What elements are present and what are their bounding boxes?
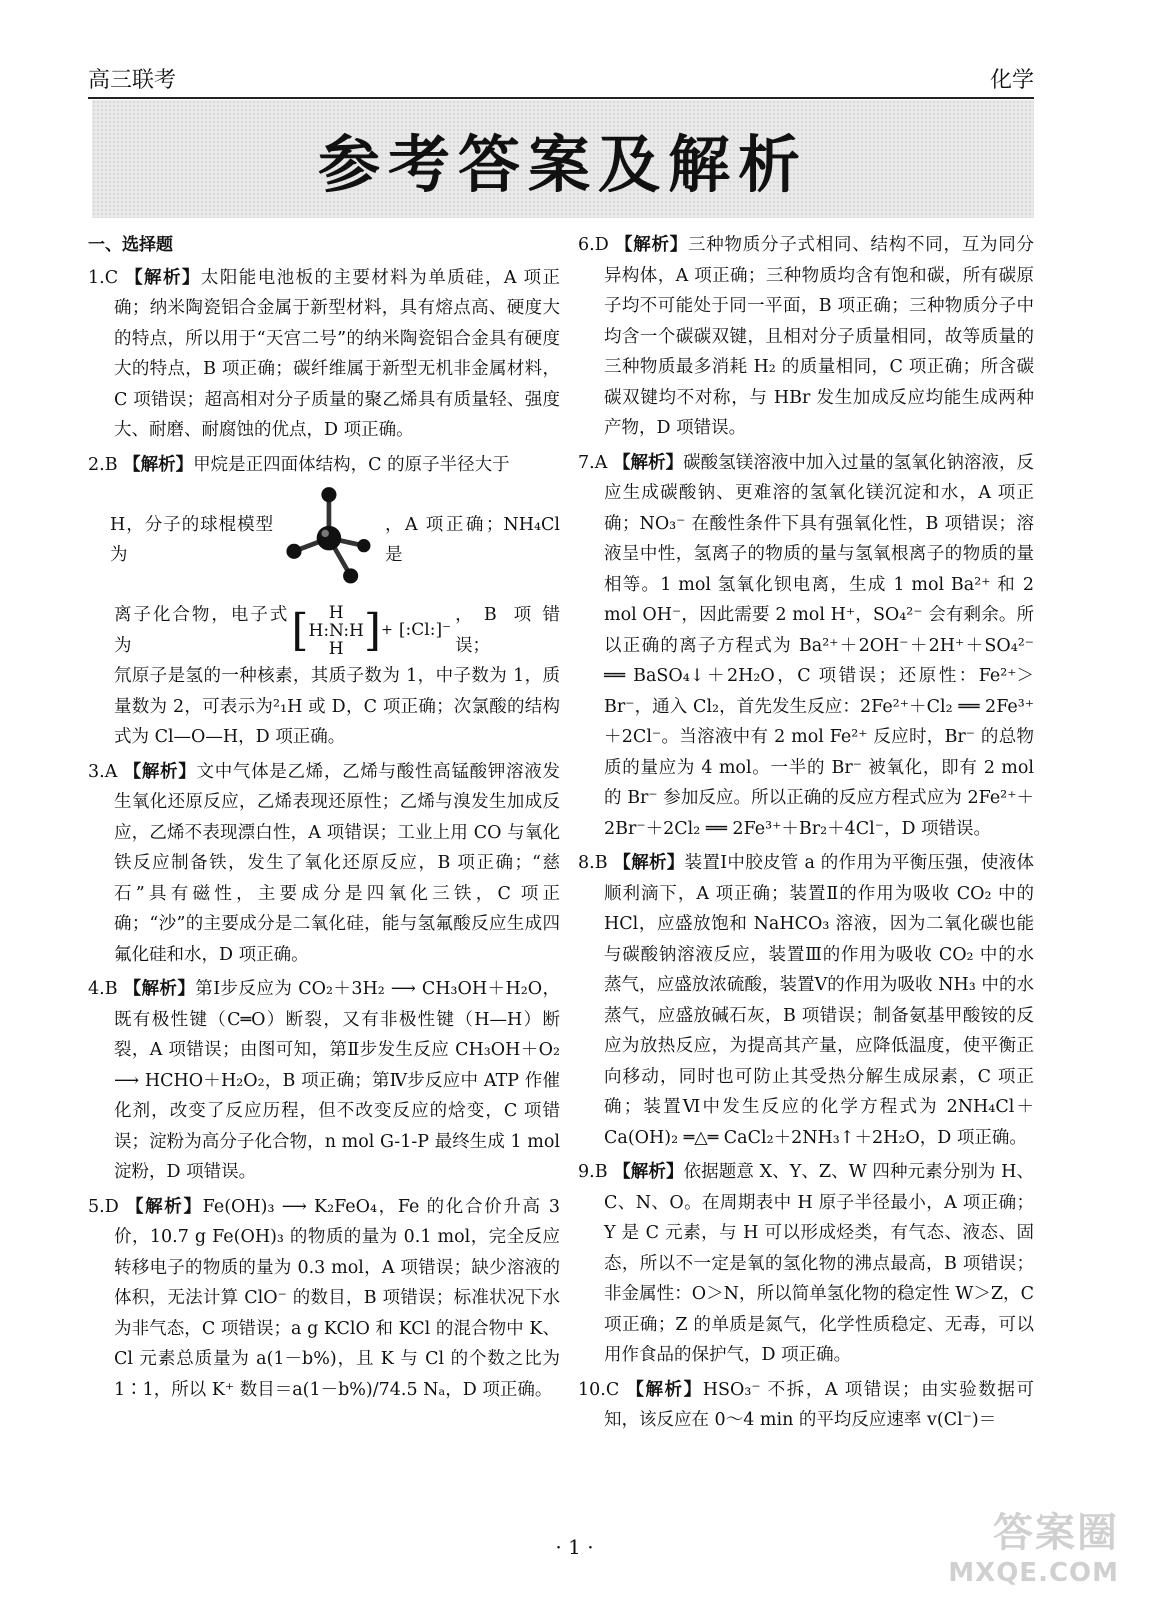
page-title: 参考答案及解析 [317,127,808,201]
analysis-text: 太阳能电池板的主要材料为单质硅，A 项正确；纳米陶瓷铝合金属于新型材料，具有熔点高、硬度大的特点，所以用于“天宫二号”的纳米陶瓷铝合金具有硬度大的特点，B 项正确；碳纤维属于新型无机非金属材料，C 项错误；超高相对分子质量的聚乙烯具有质量轻、强度大、耐磨、耐腐蚀的优点，D 项正确。 [114,267,560,440]
methane-ball-stick-model-icon [277,480,381,600]
question-7 [578,448,1034,845]
answer-number: 1.C [88,267,119,288]
page-header [88,62,1034,99]
analysis-text: H，分子的球棍模型为 [110,514,274,565]
answer-number: 4.B [88,979,118,999]
answer-number: 10.C [578,1379,620,1400]
question-1 [88,263,560,446]
watermark-text: 答案圈 [993,1510,1119,1556]
left-column [88,230,560,1409]
lewis-chloride: [:Cl:]⁻ [398,620,452,641]
answer-number: 3.A [88,761,118,782]
analysis-tag: 【解析】 [125,267,201,288]
analysis-text: HSO₃⁻ 不拆，A 项错误；由实验数据可知，该反应在 0～4 min 的平均反应速率 v(Cl⁻)＝ [604,1379,1034,1430]
section-title: 一、选择题 [88,235,173,255]
right-column [578,230,1034,1440]
answer-number: 6.D [578,235,609,255]
analysis-tag: 【解析】 [123,761,197,782]
analysis-text: 三种物质分子式相同、结构不同，互为同分异构体，A 项正确；三种物质均含有饱和碳，所有碳原子均不可能处于同一平面，B 项正确；三种物质分子中均含一个碳碳双键，且相对分子质量相同，故等质量的三种物质最多消耗 H₂ 的质量相同，C 项正确；所含碳碳双键均不对称，与 HBr 发生加成反应均能生成两种产物，D 项错误。 [604,235,1034,438]
analysis-text: 碳酸氢镁溶液中加入过量的氢氧化钠溶液，反应生成碳酸钠、更难溶的氢氧化镁沉淀和水，A 项正确；NO₃⁻ 在酸性条件下具有强氧化性，B 项错误；溶液呈中性，氢离子的物质的量与氢氧根离子的物质的量相等。1 mol 氢氧化钡电离，生成 1 mol Ba²⁺ 和 2 mol OH⁻，因此需要 2 mol H⁺，SO₄²⁻ 会有剩余。所以正确的离子方程式为 Ba²⁺＋2OH⁻＋2H⁺＋SO₄²⁻ ══ BaSO₄↓＋2H₂O，C 项错误；还原性：Fe²⁺＞Br⁻，通入 Cl₂，首先发生反应：2Fe²⁺＋Cl₂ ══ 2Fe³⁺＋2Cl⁻。当溶液中有 2 mol Fe²⁺ 反应时，Br⁻ 的总物质的量应为 4 mol。一半的 Br⁻ 被氧化，即有 2 mol 的 Br⁻ 参加反应。所以正确的反应方程式应为 2Fe²⁺＋2Br⁻＋2Cl₂ ══ 2Fe³⁺＋Br₂＋4Cl⁻，D 项错误。 [604,452,1034,839]
analysis-text: 文中气体是乙烯，乙烯与酸性高锰酸钾溶液发生氧化还原反应，乙烯表现还原性；乙烯与溴发生加成反应，乙烯不表现漂白性，A 项错误；工业上用 CO 与氧化铁反应制备铁，发生了氧化还原反应，B 项正确；“慈石”具有磁性，主要成分是四氧化三铁，C 项正确；“沙”的主要成分是二氧化硅，能与氢氟酸反应生成四氟化硅和水，D 项正确。 [114,761,561,965]
question-6 [578,230,1034,444]
analysis-text: 装置Ⅰ中胶皮管 a 的作用为平衡压强，使液体顺利滴下，A 项正确；装置Ⅱ的作用为吸收 CO₂ 中的 HCl，应盛放饱和 NaHCO₃ 溶液，因为二氧化碳也能与碳酸钠溶液反应，装置Ⅲ的作用为吸收 CO₂ 中的水蒸气，应盛放浓硫酸，装置Ⅴ的作用为吸收 NH₃ 中的水蒸气，应盛放碱石灰，B 项错误；制备氨基甲酸铵的反应为放热反应，为提高其产量，应降低温度，使平衡正向移动，同时也可防止其受热分解生成尿素，C 项正确；装置Ⅵ中发生反应的化学方程式为 2NH₄Cl＋Ca(OH)₂ ═△═ CaCl₂＋2NH₃↑＋2H₂O，D 项正确。 [604,853,1034,1148]
question-10 [578,1375,1034,1436]
title-banner [92,100,1034,218]
lewis-top-h: H [328,602,344,623]
question-3 [88,757,560,971]
analysis-text: 离子化合物，电子式为 [114,605,288,656]
question-9 [578,1157,1034,1371]
watermark-logo [948,1501,1119,1588]
analysis-tag: 【解析】 [613,1162,684,1182]
lewis-bottom-h: H [328,638,344,659]
analysis-text: 氘原子是氢的一种核素，其质子数为 1，中子数为 1，质量数为 2，可表示为²₁H 或 D，C 项正确；次氯酸的结构式为 Cl—O—H，D 项正确。 [114,666,560,747]
analysis-tag: 【解析】 [626,1379,703,1400]
analysis-tag: 【解析】 [615,235,689,255]
analysis-text: ，B 项错误； [455,605,560,656]
analysis-tag: 【解析】 [125,1196,203,1217]
question-8 [578,848,1034,1153]
analysis-tag: 【解析】 [123,979,196,999]
lewis-middle: H:N:H [308,620,364,641]
question-2 [88,450,560,753]
answer-number: 9.B [578,1162,608,1182]
analysis-text: Fe(OH)₃ ⟶ K₂FeO₄，Fe 的化合价升高 3 价，10.7 g Fe(OH)₃ 的物质的量为 0.1 mol，完全反应转移电子的物质的量为 0.3 mol，A 项错误；缺少溶液的体积，无法计算 ClO⁻ 的数目，B 项错误；标准状况下水为非气态，C 项错误；a g KClO 和 KCl 的混合物中 K、Cl 元素总质量为 a(1－b%)，且 K 与 Cl 的个数之比为 1∶1，所以 K⁺ 数目＝a(1－b%)/74.5 Nₐ，D 项正确。 [114,1196,561,1400]
question-4 [88,974,560,1188]
header-right: 化学 [989,68,1034,93]
page-number: · 1 · [555,1535,594,1559]
analysis-tag: 【解析】 [613,853,685,873]
answer-number: 8.B [578,853,608,873]
analysis-tag: 【解析】 [612,452,684,473]
analysis-tag: 【解析】 [123,454,194,475]
answer-number: 5.D [88,1196,119,1217]
header-left: 高三联考 [88,68,177,93]
analysis-text: 甲烷是正四面体结构，C 的原子半径大于 [193,454,510,475]
analysis-text: 第Ⅰ步反应为 CO₂＋3H₂ ⟶ CH₃OH＋H₂O，既有极性键（C═O）断裂，又有非极性键（H—H）断裂，A 项错误；由图可知，第Ⅱ步发生反应 CH₃OH＋O₂ ⟶ HCHO＋H₂O₂，B 项正确；第Ⅳ步反应中 ATP 作催化剂，改变了反应历程，但不改变反应的焓变，C 项错误；淀粉为高分子化合物，n mol G-1-P 最终生成 1 mol 淀粉，D 项错误。 [114,979,561,1182]
answer-number: 2.B [88,454,118,475]
analysis-text: ，A 项正确；NH₄Cl 是 [384,514,560,565]
nh4cl-electron-formula: [ H H:N:H H ] + [:Cl:]⁻ [291,602,452,659]
answer-number: 7.A [578,452,608,473]
question-5 [88,1192,560,1406]
analysis-text: 依据题意 X、Y、Z、W 四种元素分别为 H、C、N、O。在周期表中 H 原子半径最小，A 项正确；Y 是 C 元素，与 H 可以形成烃类，有气态、液态、固态，所以不一定是氧的氢化物的沸点最高，B 项错误；非金属性：O＞N，所以简单氢化物的稳定性 W＞Z，C 项正确；Z 的单质是氮气，化学性质稳定、无毒，可以用作食品的保护气，D 项正确。 [604,1162,1035,1365]
watermark-url: MXQE.COM [948,1558,1119,1588]
